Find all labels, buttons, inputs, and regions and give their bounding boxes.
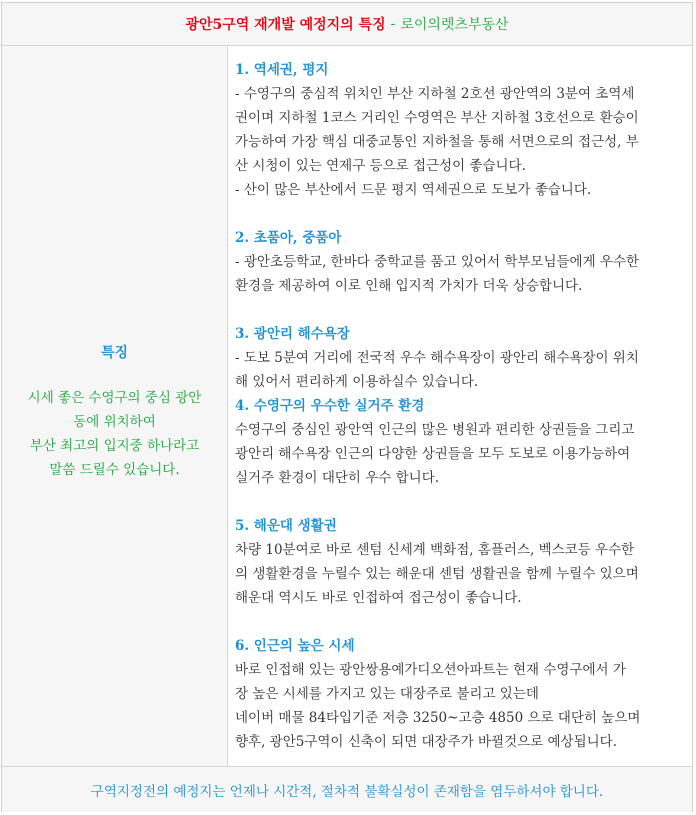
section-line: - 광안초등학교, 한바다 중학교를 품고 있어서 학부모님들에게 우수한 [235,254,640,270]
header-dash: - [390,16,396,32]
section-heading: 2. 초품아, 중품아 [235,230,342,246]
section-heading: 4. 수영구의 우수한 실거주 환경 [235,398,425,414]
section-line: 의 생활환경을 누릴수 있는 해운대 센텀 생활권을 함께 누릴수 있으며 [235,566,639,582]
feature-desc-line: 부산 최고의 입지중 하나라고 [29,438,200,454]
section-line: - 수영구의 중심적 위치인 부산 지하철 2호선 광안역의 3분여 초역세 [235,86,635,102]
header-title: 광안5구역 재개발 예정지의 특징 [185,17,386,33]
table-header [2,3,692,46]
section-line: 향후, 광안5구역이 신축이 되면 대장주가 바뀔것으로 예상됩니다. [235,734,617,750]
section-line: 해 있어서 편리하게 이용하실수 있습니다. [235,374,479,390]
section-line: 권이며 지하철 1코스 거리인 수영역은 부산 지하철 3호선으로 환승이 [235,110,639,126]
section-heading: 5. 해운대 생활권 [235,518,337,534]
section-line: 바로 인접해 있는 광안쌍용예가디오션아파트는 현재 수영구에서 가 [235,662,626,678]
spacer [235,202,683,226]
section-line: 장 높은 시세를 가지고 있는 대장주로 불리고 있는데 [235,686,539,702]
feature-desc-line: 말씀 드릴수 있습니다. [49,462,180,478]
feature-desc-line: 시세 좋은 수영구의 중심 광안 [27,390,202,406]
section-line: - 도보 5분여 거리에 전국적 우수 해수욕장이 광안리 해수욕장이 위치 [235,350,639,366]
section-line: 네이버 매물 84타입기준 저층 3250~고층 4850 으로 대단히 높으며 [235,710,641,726]
spacer [235,610,683,634]
feature-description [10,386,219,482]
table-footer: 구역지정전의 예정지는 언제나 시간적, 절차적 불확실성이 존재함을 염두하셔야 합니다. [2,766,692,812]
section-heading: 3. 광안리 해수욕장 [235,326,350,342]
section-line: 차량 10분여로 바로 센텀 신세계 백화점, 홈플러스, 벡스코등 우수한 [235,542,635,558]
spacer [235,298,683,322]
section-heading: 6. 인근의 높은 시세 [235,638,355,654]
section-line: 해운대 역시도 바로 인접하여 접근성이 좋습니다. [235,590,522,606]
section-line: - 산이 많은 부산에서 드문 평지 역세권으로 도보가 좋습니다. [235,182,592,198]
section-line: 광안리 해수욕장 인근의 다양한 상권들을 모두 도보로 이용가능하여 [235,446,631,462]
section-heading: 1. 역세권, 평지 [235,62,329,78]
feature-content-cell [235,58,683,754]
spacer [235,490,683,514]
section-line: 수영구의 중심인 광안역 인근의 많은 병원과 편리한 상권들을 그리고 [235,422,635,438]
section-line: 실거주 환경이 대단히 우수 합니다. [235,470,440,486]
section-line: 가능하여 가장 핵심 대중교통인 지하철을 통해 서면으로의 접근성, 부 [235,134,639,150]
feature-title: 특징 [100,345,129,361]
feature-desc-line: 동에 위치하여 [73,414,156,430]
feature-label-cell [2,46,228,766]
header-brand: 로이의렛츠부동산 [400,17,509,33]
section-line: 환경을 제공하여 이로 인해 입지적 가치가 더욱 상승합니다. [235,278,583,294]
section-line: 산 시청이 있는 연제구 등으로 접근성이 좋습니다. [235,158,526,174]
